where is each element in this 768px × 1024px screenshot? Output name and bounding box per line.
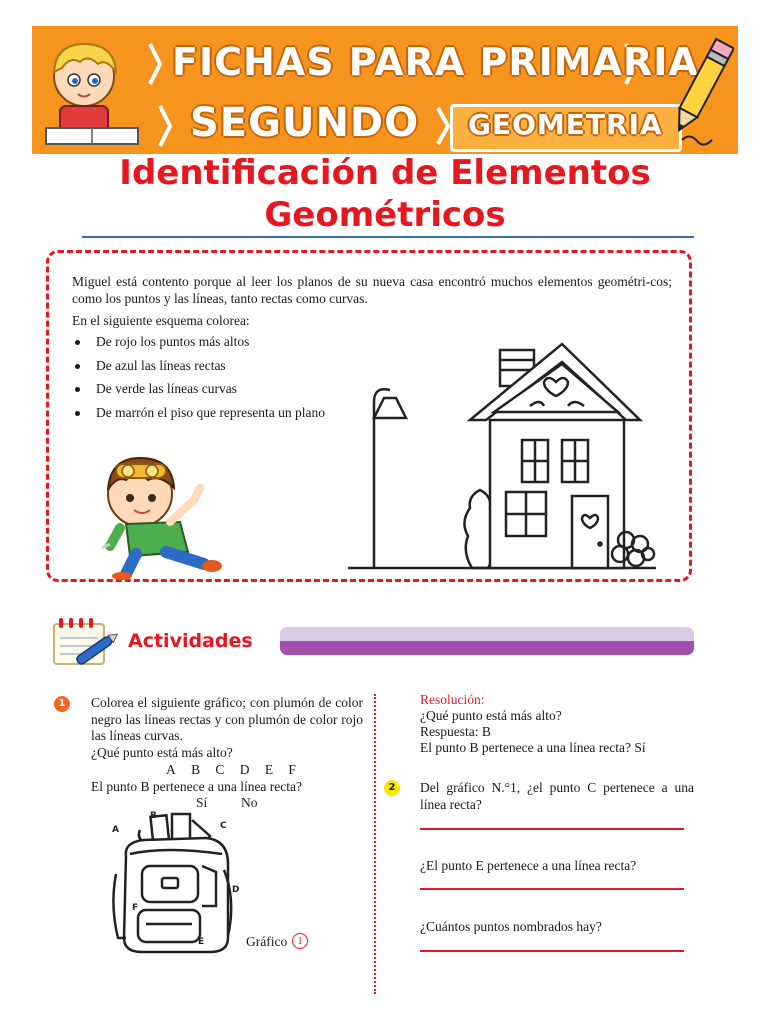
resolution-answer: Respuesta: B xyxy=(420,724,491,739)
column-divider xyxy=(374,694,376,994)
question-1-text: Colorea el siguiente gráfico; con plumón de color negro las líneas rectas y con plumón de color rojo las líneas curvas. xyxy=(91,695,363,743)
option-no: No xyxy=(241,795,258,810)
notepad-pen-icon xyxy=(50,614,122,670)
house-illustration xyxy=(344,340,658,574)
activities-bar-bottom xyxy=(280,641,694,655)
graph-label: Gráfico xyxy=(246,934,288,949)
header-banner xyxy=(32,26,738,154)
pencil-icon xyxy=(668,32,734,150)
point-letter-b: B xyxy=(191,762,201,777)
graphic-point-e: E xyxy=(198,937,205,947)
graphic-point-a: A xyxy=(112,825,119,835)
option-yes: Sí xyxy=(196,795,208,810)
backpack-graphic xyxy=(106,810,240,958)
title-underline xyxy=(82,236,694,238)
question-1-highest-point: ¿Qué punto está más alto? xyxy=(91,745,233,760)
activities-title: Actividades xyxy=(128,630,253,652)
banner-subject: GEOMETRIA xyxy=(468,108,663,141)
question-1-badge: 1 xyxy=(54,696,70,712)
point-letter-f: F xyxy=(288,762,296,777)
banner-grade: SEGUNDO xyxy=(190,100,420,146)
graphic-point-f: F xyxy=(132,903,139,913)
point-letters xyxy=(166,762,296,779)
point-letter-a: A xyxy=(166,762,176,777)
list-item: De verde las líneas curvas xyxy=(72,381,325,405)
question-2-text: Del gráfico N.°1, ¿el punto C pertenece a una línea recta? xyxy=(420,780,694,812)
page-title-line-2: Geométricos xyxy=(264,195,506,235)
point-letter-c: C xyxy=(215,762,225,777)
answer-line[interactable] xyxy=(420,828,684,830)
student-writing-illustration xyxy=(40,36,144,148)
question-2-badge: 2 xyxy=(384,780,400,796)
list-item: De rojo los puntos más altos xyxy=(72,334,325,358)
graphic-point-d: D xyxy=(232,885,240,895)
graph-number: 1 xyxy=(292,933,308,949)
resolution-question: ¿Qué punto está más alto? xyxy=(420,708,562,723)
list-item: De marrón el piso que representa un plano xyxy=(72,405,325,429)
point-letter-e: E xyxy=(264,762,274,777)
graphic-point-b: B xyxy=(150,811,157,821)
graphic-point-c: C xyxy=(220,821,227,831)
coloring-instructions-list xyxy=(72,334,325,428)
intro-instruction: En el siguiente esquema colorea: xyxy=(72,313,250,328)
question-1-point-b: El punto B pertenece a una línea recta? xyxy=(91,779,303,794)
intro-paragraph: Miguel está contento porque al leer los planos de su nueva casa encontró muchos elementos geométri-cos; como los puntos y las líneas, tanto rectas como curvas. xyxy=(72,274,672,306)
point-letter-d: D xyxy=(239,762,250,777)
question-3-text: ¿El punto E pertenece a una línea recta? xyxy=(420,858,637,873)
answer-line[interactable] xyxy=(420,888,684,890)
page-title xyxy=(40,152,730,236)
boy-illustration xyxy=(96,448,230,580)
page-title-line-1: Identificación de Elementos xyxy=(119,153,651,193)
resolution-answer-2: El punto B pertenece a una línea recta? Sí xyxy=(420,740,646,755)
list-item: De azul las líneas rectas xyxy=(72,358,325,382)
answer-line[interactable] xyxy=(420,950,684,952)
banner-title: FICHAS PARA PRIMARIA xyxy=(172,40,699,84)
question-4-text: ¿Cuántos puntos nombrados hay? xyxy=(420,919,602,934)
activities-bar-top xyxy=(280,627,694,641)
resolution-label: Resolución: xyxy=(420,692,485,707)
